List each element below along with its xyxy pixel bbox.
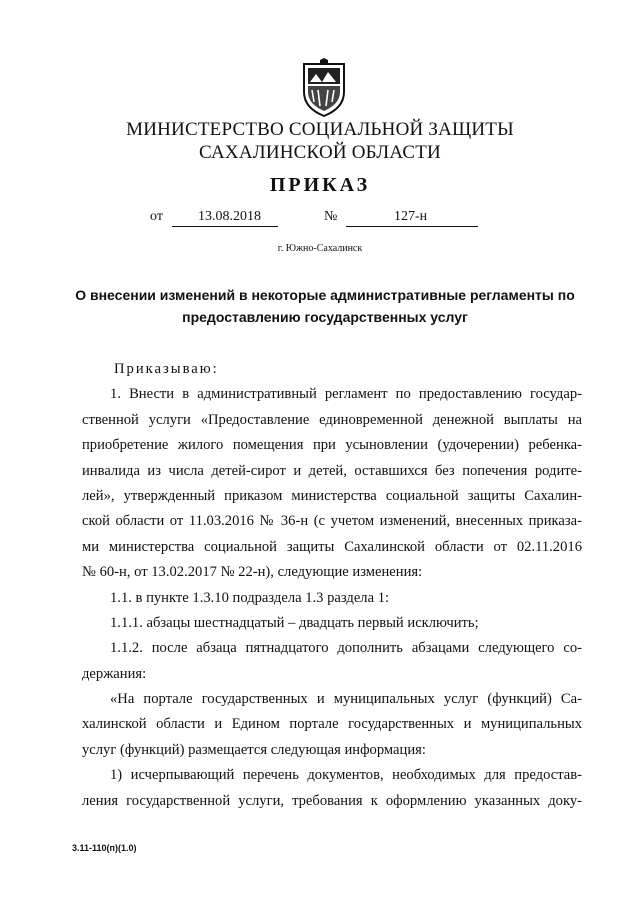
subject-line1: О внесении изменений в некоторые административные регламенты по — [75, 287, 575, 303]
body-line: приобретение жилого помещения при усыновлении (удочерении) ребенка- — [82, 437, 582, 454]
body-line: 1.1.1. абзацы шестнадцатый – двадцать первый исключить; — [110, 614, 479, 631]
body-line: 1.1. в пункте 1.3.10 подраздела 1.3 раздела 1: — [110, 589, 390, 606]
ministry-name-line2: САХАЛИНСКОЙ ОБЛАСТИ — [199, 142, 441, 163]
number-prefix: № — [324, 209, 338, 224]
ministry-name-line1: МИНИСТЕРСТВО СОЦИАЛЬНОЙ ЗАЩИТЫ — [126, 119, 514, 140]
body-line: лей», утвержденный приказом министерства социальной защиты Сахалин- — [82, 487, 582, 504]
date-number-line — [150, 207, 490, 231]
body-line: услуг (функций) размещается следующая информация: — [82, 741, 426, 758]
order-body — [82, 357, 582, 814]
order-number: 127-н — [394, 209, 428, 224]
body-line: халинской области и Едином портале государственных и муниципальных — [82, 716, 582, 733]
body-line: ления государственной услуги, требования к оформлению указанных доку- — [82, 792, 582, 809]
body-line: «На портале государственных и муниципальных услуг (функций) Са- — [110, 691, 582, 708]
order-subject — [75, 284, 575, 328]
body-line: ственной услуги «Предоставление единовременной денежной выплаты на — [82, 411, 582, 428]
body-line: инвалида из числа детей-сирот и детей, оставшихся без попечения родите- — [82, 462, 582, 479]
subject-line2: предоставлению государственных услуг — [182, 309, 468, 325]
body-line: № 60-н, от 13.02.2017 № 22-н), следующие изменения: — [82, 564, 423, 581]
body-line: ской области от 11.03.2016 № 36-н (с учетом изменений, внесенных приказа- — [82, 513, 582, 530]
body-line: держания: — [82, 665, 147, 682]
body-line: 1. Внести в административный регламент по предоставлению государ- — [110, 386, 582, 403]
body-line: 1.1.2. после абзаца пятнадцатого дополнить абзацами следующего со- — [110, 640, 582, 657]
order-word: Приказываю: — [114, 361, 219, 377]
body-line: 1) исчерпывающий перечень документов, необходимых для предостав- — [110, 767, 582, 784]
number-underline — [346, 226, 478, 227]
order-date: 13.08.2018 — [198, 209, 261, 224]
city-name: г. Южно-Сахалинск — [277, 243, 363, 254]
date-prefix: от — [150, 209, 163, 224]
body-line: ми министерства социальной защиты Сахалинской области от 02.11.2016 — [82, 538, 582, 555]
document-code: 3.11-110(п)(1.0) — [72, 843, 137, 853]
sakhalin-coat-of-arms-emblem — [300, 58, 348, 118]
date-underline — [172, 226, 278, 227]
document-type-title: ПРИКАЗ — [269, 174, 371, 196]
